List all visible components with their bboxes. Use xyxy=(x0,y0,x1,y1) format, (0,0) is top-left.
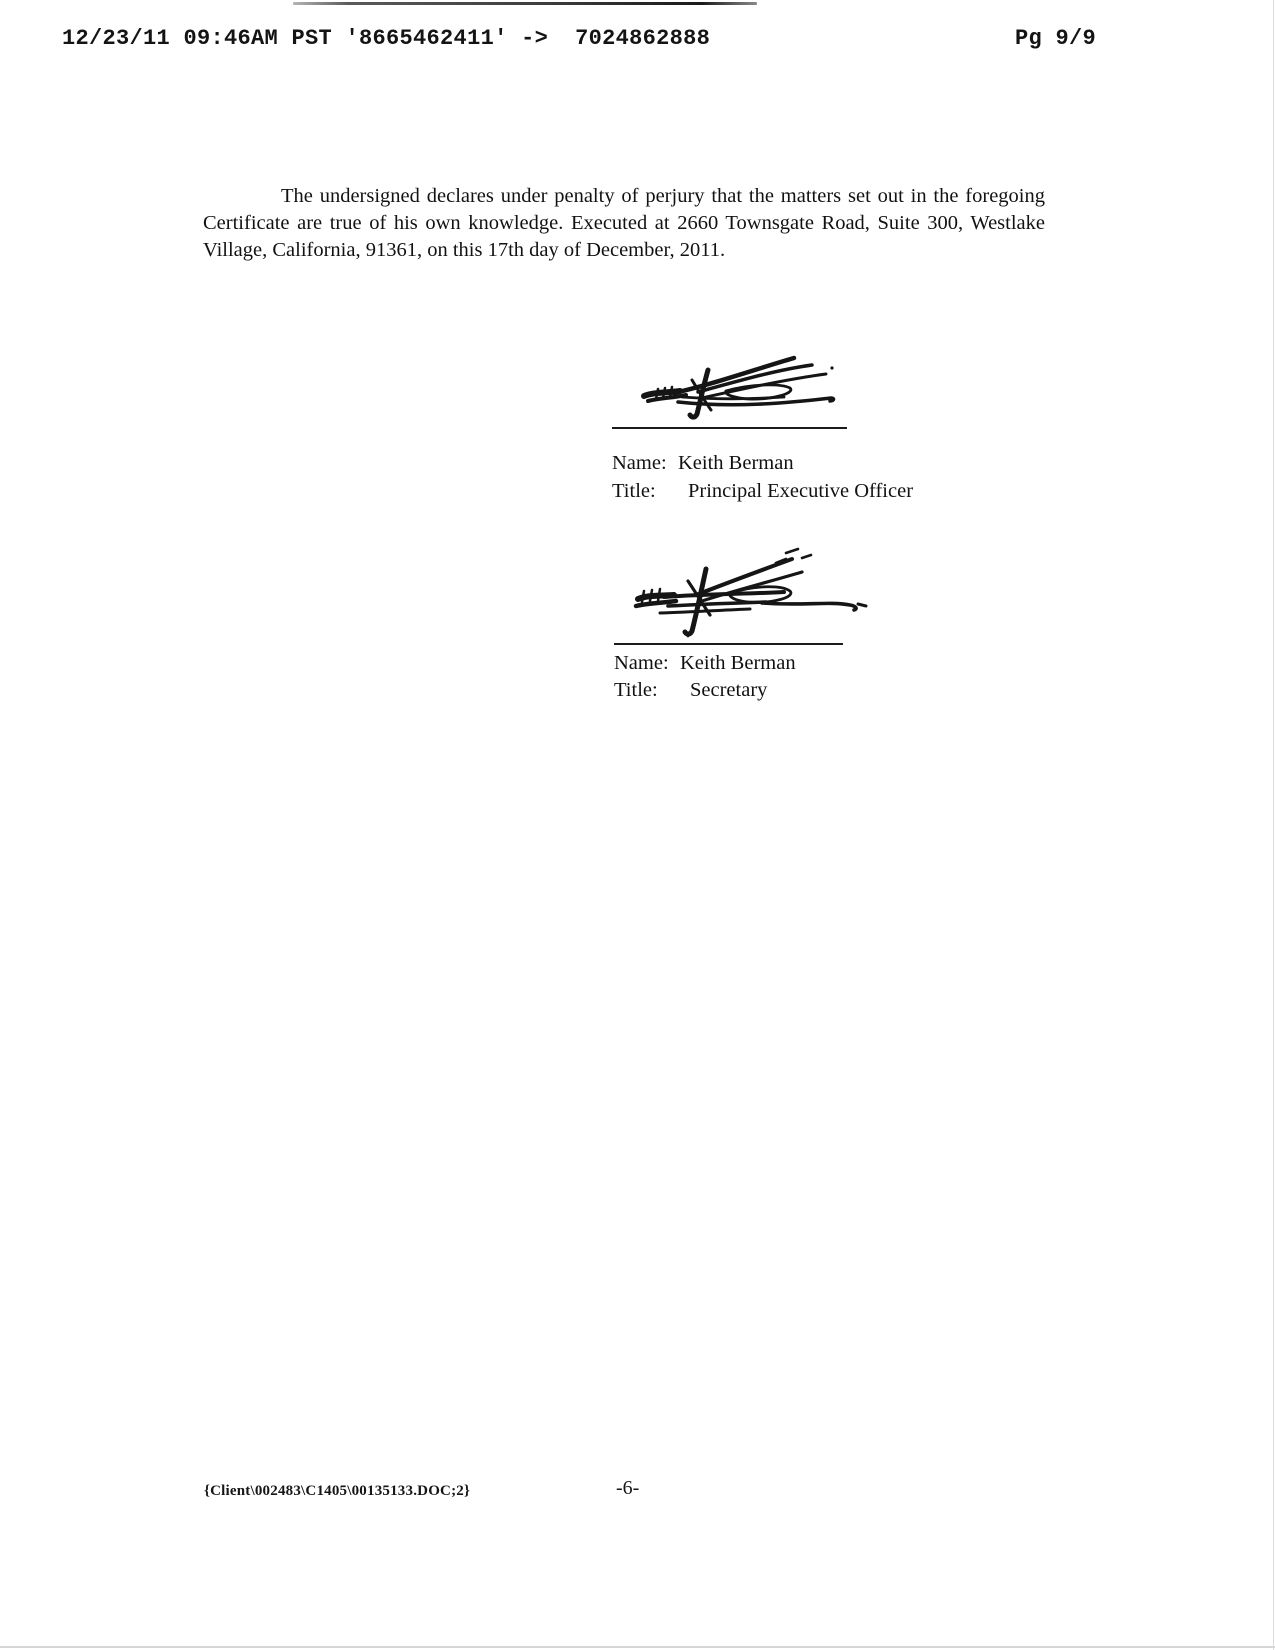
title-label: Title: xyxy=(614,679,658,701)
title-label: Title: xyxy=(612,480,656,502)
fax-transmission-info: 12/23/11 09:46AM PST '8665462411' -> 7024862888 xyxy=(62,26,711,51)
name-value: Keith Berman xyxy=(680,652,796,674)
scan-artifact-bottom-edge xyxy=(0,1646,1275,1648)
title-value: Secretary xyxy=(690,679,768,701)
fax-page-indicator: Pg 9/9 xyxy=(1015,26,1097,51)
name-label: Name: xyxy=(614,652,669,674)
signer-name-row xyxy=(612,452,794,475)
signature-scribble-executive xyxy=(638,350,838,420)
name-value: Keith Berman xyxy=(678,452,794,474)
name-label: Name: xyxy=(612,452,667,474)
signer-title-row xyxy=(614,679,767,702)
title-value: Principal Executive Officer xyxy=(688,480,914,502)
page-number: -6- xyxy=(616,1477,640,1499)
declaration-paragraph: The undersigned declares under penalty of perjury that the matters set out in the foregoing Certificate are true of his own knowledge. Executed at 2660 Townsgate Road, Suite 300, Westlake Village, California, 91361, on this 17th day of December, 2011. xyxy=(203,185,1045,261)
signature-line xyxy=(614,643,843,645)
scan-artifact-top-line xyxy=(293,2,757,5)
scan-artifact-right-edge xyxy=(1273,0,1274,1650)
signature-scribble-secretary xyxy=(630,541,868,639)
signature-line xyxy=(612,427,847,429)
signer-name-row xyxy=(614,652,796,675)
signer-title-row xyxy=(612,480,913,503)
document-reference: {Client\002483\C1405\00135133.DOC;2} xyxy=(204,1483,471,1499)
